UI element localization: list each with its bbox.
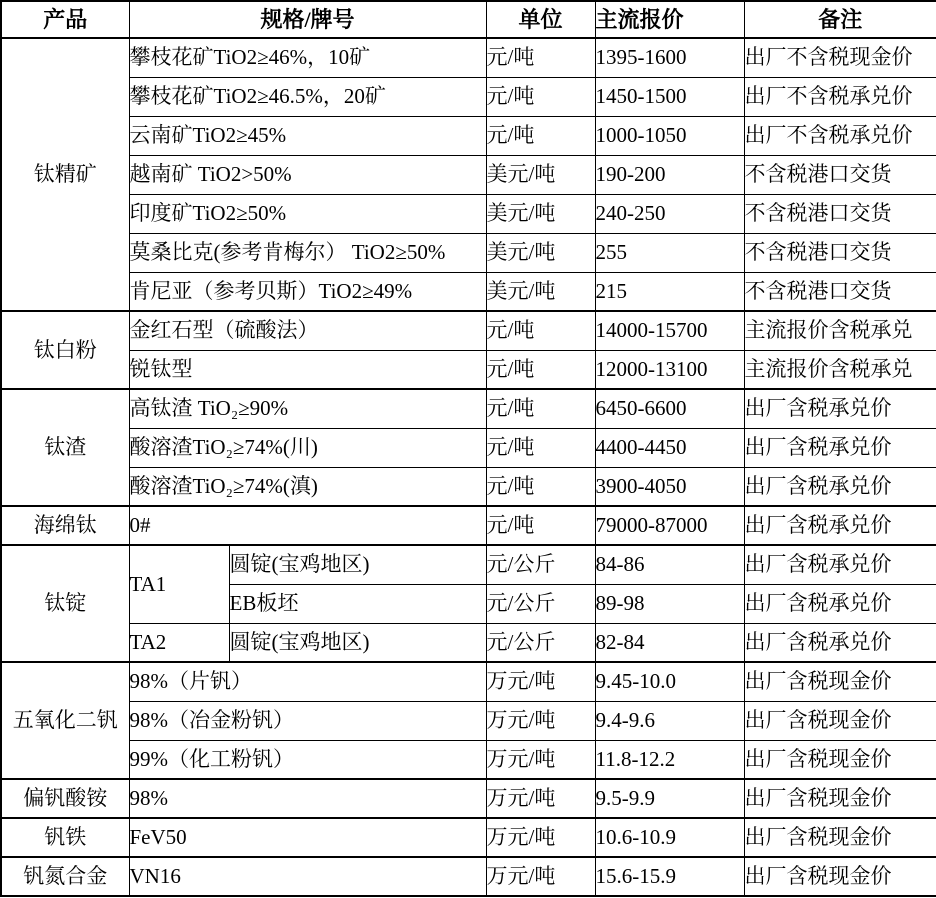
unit-cell: 元/吨 — [486, 389, 595, 428]
table-row — [1, 740, 936, 779]
price-cell: 82-84 — [595, 623, 744, 662]
price-cell: 1000-1050 — [595, 116, 744, 155]
price-cell: 84-86 — [595, 545, 744, 584]
spec-cell: 云南矿TiO2≥45% — [129, 116, 486, 155]
note-cell: 主流报价含税承兑 — [744, 311, 936, 350]
spec-cell: 酸溶渣TiO₂≥74%(滇) — [129, 467, 486, 506]
unit-cell: 元/吨 — [486, 311, 595, 350]
unit-cell: 万元/吨 — [486, 740, 595, 779]
unit-cell: 美元/吨 — [486, 233, 595, 272]
table-row — [1, 272, 936, 311]
unit-cell: 元/吨 — [486, 428, 595, 467]
header-price: 主流报价 — [595, 1, 744, 38]
unit-cell: 万元/吨 — [486, 857, 595, 896]
unit-cell: 元/吨 — [486, 116, 595, 155]
note-cell: 不含税港口交货 — [744, 272, 936, 311]
price-cell: 1395-1600 — [595, 38, 744, 77]
price-cell: 79000-87000 — [595, 506, 744, 545]
note-cell: 出厂含税现金价 — [744, 740, 936, 779]
grade-cell: TA1 — [129, 545, 229, 623]
spec-cell: 酸溶渣TiO₂≥74%(川) — [129, 428, 486, 467]
product-cell: 钒铁 — [1, 818, 129, 857]
table-row — [1, 233, 936, 272]
price-cell: 1450-1500 — [595, 77, 744, 116]
price-cell: 215 — [595, 272, 744, 311]
price-cell: 9.5-9.9 — [595, 779, 744, 818]
product-cell: 海绵钛 — [1, 506, 129, 545]
price-cell: 11.8-12.2 — [595, 740, 744, 779]
price-cell: 10.6-10.9 — [595, 818, 744, 857]
note-cell: 不含税港口交货 — [744, 155, 936, 194]
spec-cell: 98% — [129, 779, 486, 818]
table-row — [1, 623, 936, 662]
table-row — [1, 350, 936, 389]
table-row — [1, 545, 936, 584]
table-row — [1, 38, 936, 77]
price-cell: 3900-4050 — [595, 467, 744, 506]
table-row — [1, 818, 936, 857]
product-cell: 钒氮合金 — [1, 857, 129, 896]
note-cell: 不含税港口交货 — [744, 233, 936, 272]
note-cell: 主流报价含税承兑 — [744, 350, 936, 389]
unit-cell: 元/公斤 — [486, 584, 595, 623]
unit-cell: 万元/吨 — [486, 779, 595, 818]
unit-cell: 元/吨 — [486, 506, 595, 545]
spec-cell: VN16 — [129, 857, 486, 896]
header-spec: 规格/牌号 — [129, 1, 486, 38]
table-row — [1, 311, 936, 350]
spec-cell: 98%（冶金粉钒） — [129, 701, 486, 740]
table-row — [1, 389, 936, 428]
unit-cell: 万元/吨 — [486, 818, 595, 857]
note-cell: 出厂含税承兑价 — [744, 467, 936, 506]
table-row — [1, 77, 936, 116]
spec-cell: 圆锭(宝鸡地区) — [229, 623, 486, 662]
product-cell: 钛锭 — [1, 545, 129, 662]
note-cell: 出厂含税承兑价 — [744, 506, 936, 545]
header-unit: 单位 — [486, 1, 595, 38]
table-row — [1, 662, 936, 701]
spec-cell: 98%（片钒） — [129, 662, 486, 701]
unit-cell: 美元/吨 — [486, 272, 595, 311]
unit-cell: 万元/吨 — [486, 662, 595, 701]
note-cell: 出厂含税现金价 — [744, 818, 936, 857]
note-cell: 出厂含税现金价 — [744, 857, 936, 896]
spec-cell: 越南矿 TiO2>50% — [129, 155, 486, 194]
price-cell: 240-250 — [595, 194, 744, 233]
note-cell: 出厂含税承兑价 — [744, 389, 936, 428]
note-cell: 出厂含税承兑价 — [744, 545, 936, 584]
spec-cell: 攀枝花矿TiO2≥46%，10矿 — [129, 38, 486, 77]
note-cell: 出厂含税承兑价 — [744, 623, 936, 662]
unit-cell: 万元/吨 — [486, 701, 595, 740]
product-cell: 钛精矿 — [1, 38, 129, 311]
note-cell: 不含税港口交货 — [744, 194, 936, 233]
price-cell: 15.6-15.9 — [595, 857, 744, 896]
note-cell: 出厂不含税现金价 — [744, 38, 936, 77]
note-cell: 出厂含税承兑价 — [744, 428, 936, 467]
unit-cell: 元/吨 — [486, 467, 595, 506]
spec-cell: 圆锭(宝鸡地区) — [229, 545, 486, 584]
price-cell: 4400-4450 — [595, 428, 744, 467]
table-row — [1, 701, 936, 740]
note-cell: 出厂含税承兑价 — [744, 584, 936, 623]
table-row — [1, 428, 936, 467]
note-cell: 出厂不含税承兑价 — [744, 77, 936, 116]
table-row — [1, 116, 936, 155]
product-cell: 偏钒酸铵 — [1, 779, 129, 818]
price-cell: 255 — [595, 233, 744, 272]
unit-cell: 元/公斤 — [486, 545, 595, 584]
spec-cell: 莫桑比克(参考肯梅尔） TiO2≥50% — [129, 233, 486, 272]
unit-cell: 美元/吨 — [486, 155, 595, 194]
product-cell: 五氧化二钒 — [1, 662, 129, 779]
product-cell: 钛白粉 — [1, 311, 129, 389]
note-cell: 出厂含税现金价 — [744, 779, 936, 818]
note-cell: 出厂含税现金价 — [744, 701, 936, 740]
table-row — [1, 194, 936, 233]
unit-cell: 美元/吨 — [486, 194, 595, 233]
header-row — [1, 1, 936, 38]
table-row — [1, 467, 936, 506]
price-cell: 9.4-9.6 — [595, 701, 744, 740]
spec-cell: EB板坯 — [229, 584, 486, 623]
table-row — [1, 506, 936, 545]
spec-cell: 锐钛型 — [129, 350, 486, 389]
unit-cell: 元/吨 — [486, 77, 595, 116]
spec-cell: 金红石型（硫酸法） — [129, 311, 486, 350]
spec-cell: 印度矿TiO2≥50% — [129, 194, 486, 233]
price-cell: 12000-13100 — [595, 350, 744, 389]
price-cell: 190-200 — [595, 155, 744, 194]
note-cell: 出厂不含税承兑价 — [744, 116, 936, 155]
unit-cell: 元/公斤 — [486, 623, 595, 662]
unit-cell: 元/吨 — [486, 38, 595, 77]
spec-cell: 0# — [129, 506, 486, 545]
note-cell: 出厂含税现金价 — [744, 662, 936, 701]
price-cell: 14000-15700 — [595, 311, 744, 350]
spec-cell: 99%（化工粉钒） — [129, 740, 486, 779]
table-row — [1, 779, 936, 818]
spec-cell: FeV50 — [129, 818, 486, 857]
spec-cell: 攀枝花矿TiO2≥46.5%，20矿 — [129, 77, 486, 116]
table-row — [1, 155, 936, 194]
grade-cell: TA2 — [129, 623, 229, 662]
unit-cell: 元/吨 — [486, 350, 595, 389]
price-cell: 6450-6600 — [595, 389, 744, 428]
product-cell: 钛渣 — [1, 389, 129, 506]
spec-cell: 肯尼亚（参考贝斯）TiO2≥49% — [129, 272, 486, 311]
header-product: 产品 — [1, 1, 129, 38]
header-note: 备注 — [744, 1, 936, 38]
price-cell: 9.45-10.0 — [595, 662, 744, 701]
spec-cell: 高钛渣 TiO₂≥90% — [129, 389, 486, 428]
table-row — [1, 857, 936, 896]
price-cell: 89-98 — [595, 584, 744, 623]
